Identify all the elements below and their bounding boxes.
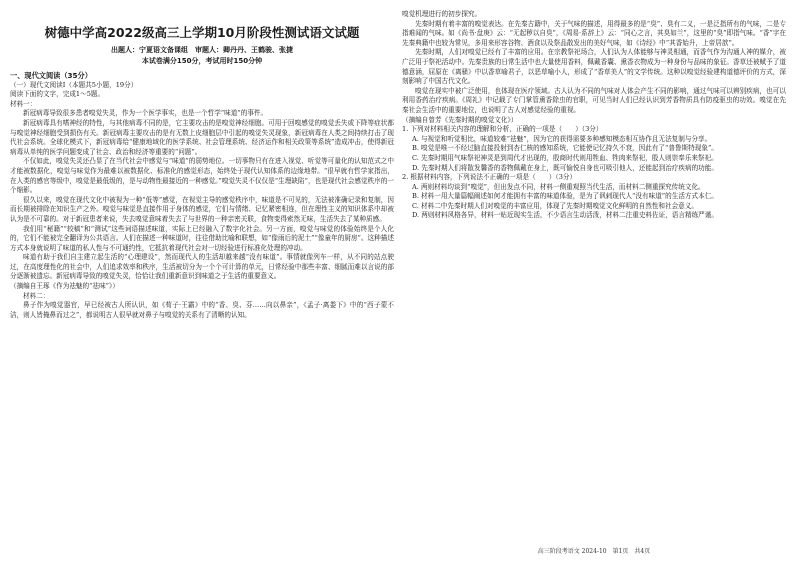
page-footer: 高三阶段考语文 2024-10 第1页 共4页: [537, 548, 651, 555]
material-one-paragraph: 味道有助于我们自主建立起生活的“心理建设”，然而现代人的生活却越来越“没有味道”。事情就像列车一样，从不同的站点驶过，在高度理性化的社会中，人们追求效率和秩序，生活被切分为一个个可计算的单元，日常经验中那些丰富、细腻而难以言说的部分逐渐被遗忘。新冠病毒导致的嗅觉失灵，恰恰让我们重新意识到味道之于生活的重要意义。: [10, 253, 394, 281]
material-two-paragraph: 鼻子作为嗅觉器官，早已经被古人所认识，如《荀子·王霸》中的“香、臭、芬……向以鼻亲”，《孟子·离娄下》中的“西子蒙不洁，则人皆掩鼻而过之”，都说明古人很早就对鼻子与嗅觉的关系有了清晰的认知。: [10, 301, 394, 319]
question-2: 2. 根据材料内容，下列说法不正确的一项是（ ）（3分）: [402, 173, 577, 182]
exam-title: 树德中学高2022级高三上学期10月阶段性测试语文试题: [44, 25, 360, 40]
material-two-label: 材料二：: [23, 291, 50, 300]
question-1-option-d: D. 先秦时期人们将散发馨香的香物佩戴在身上，既可愉悦自身也可吸引他人，还能起到治疗疾病的功能。: [412, 163, 718, 172]
material-one-paragraph: 新冠病毒导致很多患者嗅觉失灵，作为一个医学事实，也是一个哲学“味道”的事件。: [23, 109, 268, 118]
left-column: [10, 10, 394, 320]
question-2-option-c: C. 材料二中先秦时期人们对嗅觉的丰富应用，体现了先秦时期嗅觉文化鲜明的自然性和社会意义。: [412, 201, 698, 210]
right-column: [402, 10, 786, 221]
material-two-paragraph: 先秦时期，人们对嗅觉已经有了丰富的应用。在宗教祭祀场合，人们认为人体能够与神灵相通，而香气作为沟通人神的媒介，被广泛用于祭祀活动中。先秦贵族的日常生活中也大量使用香料，佩戴香囊、熏香衣物成为一种身份与品味的象征。香草还被赋予了道德意涵，屈原在《离骚》中以香草喻君子，以恶草喻小人，形成了“香草美人”的文学传统。这种以嗅觉经验建构道德评价的方式，深刻影响了中国古代文化。: [402, 48, 786, 86]
material-one-label: 材料一：: [10, 99, 37, 108]
exam-credits: 出题人：宁夏语文备课组 审题人：卿丹丹、王鹤骏、张捷: [111, 46, 293, 54]
question-2-option-a: A. 两则材料均谈到“嗅觉”，但出发点不同，材料一侧重观照当代生活，而材料二侧重探究传统文化。: [412, 182, 705, 191]
material-one-source: （摘编自王琢《作为祛魅的“祛味”》）: [10, 282, 119, 291]
material-two-paragraph: 嗅觉在现实中被广泛使用，也体现在医疗领域。古人认为不同的气味对人体会产生不同的影响，通过气味可以辨别疾病，也可以利用香药治疗疾病。《周礼》中记载了专门掌管熏香除虫的官职，可见当时人们已经认识到芳香物质具有防疫驱虫的功效。嗅觉在先秦社会生活中的重要地位，也说明了古人对感觉经验的重视。: [402, 86, 786, 114]
subsection-heading: （一）现代文阅读Ⅰ（本题共5小题，19分）: [10, 80, 138, 89]
material-one-paragraph: 我们用“秘籍”“较稿”和“测试”这些词语描述味道，实际上已经融入了数字化社会。另一方面，嗅觉与味觉的体验始终是个人化的，它们不能被完全翻译为公共语言。人们在描述一种味道时，往往借助比喻和联想，如“像雨后的泥土”“像童年的厨房”。这种描述方式本身就说明了味道的私人性与不可通约性，它抵抗着现代社会对一切经验进行标准化处理的冲动。: [10, 224, 394, 252]
section-heading: 一、现代文阅读（35分）: [10, 71, 92, 80]
material-two-continuation: 嗅觉机理进行的初步探究。: [402, 10, 482, 18]
question-2-option-d: D. 两则材料风格各异，材料一贴近现实生活，不少语言生动活泼，材料二注重史料佐证，语言精练严谨。: [412, 211, 718, 220]
reading-instruction: 阅读下面的文字，完成1～5题。: [10, 90, 105, 99]
question-1: 1. 下列对材料相关内容的理解和分析，正确的一项是（ ）（3分）: [402, 125, 603, 134]
exam-score-line: 本试卷满分150分，考试用时150分钟: [141, 57, 263, 65]
material-one-paragraph: 不仅如此，嗅觉失灵还凸显了在当代社会中感觉与“味道”的弱势地位。一切事物只有在进入视觉、听觉等可量化的认知范式之中才能被数据化，嗅觉与味觉作为最难以被数据化、标准化的感觉形态，始终处于现代认知体系的边缘地带。“很早就有哲学家指出，在人类的感官等级中，嗅觉是最低级的，是与动物性最接近的一种感觉。”嗅觉失灵不仅仅是“生理缺陷”，也是现代社会感觉秩序的一个缩影。: [10, 157, 394, 195]
question-2-option-b: B. 材料一用大量篇幅阐述如何才能拥有丰富的味道体验，是为了讽刺现代人“没有味道”的生活方式本仁。: [412, 192, 718, 201]
material-two-paragraph: 先秦时期有着丰富的嗅觉表达。在先秦古籍中，关于气味的描述，用得最多的是“臭”、臭有二义，一是泛指所有的气味，二是专指难闻的气味。如《尚书·盘庚》云：“无起秽以自臭”，《周易·系辞上》云：“同心之言，其臭如兰”，这里的“臭”即指气味。“香”字在先秦典籍中也较为常见，多用来形容谷物、酒食以及祭品散发出的美好气味，如《诗经》中“其香始升，上帝居歆”。: [402, 19, 786, 47]
question-1-option-b: B. 嗅觉是唯一不经过脑直接投射到杏仁核的感知系统，它能使记忆持久不衰，因此有了“普鲁斯特现象”。: [412, 144, 718, 153]
question-1-option-c: C. 先秦时期用气味祭祀神灵是到周代才出现的，殷商时代则用牲血、牲肉来祭祀，殷人则崇奉乐来祭祀。: [412, 153, 718, 162]
material-two-source: （摘编自曾芳《先秦时期的嗅觉文化》）: [402, 115, 518, 124]
question-1-option-a: A. 与视觉和听觉相比，味道较难“祛魅”，因为它的获得需要多种感知模态相互协作且无法复制与分享。: [412, 134, 712, 143]
material-one-paragraph: 新冠病毒具有嗜神经的特性，与其他病毒不同的是，它主要攻击的是嗅觉神经细胞。可用于回嗅感觉的嗅觉丢失或下降等症状都与嗅觉神经细胞受到损伤有关。新冠病毒主要攻击的是有无数上皮细胞层中引起的嗅觉失灵现象，新冠病毒在人类之间持续打击了现代社会系统。全球化模式下，新冠病毒给“健康地域化的医学系统、社会管理系统、经济运作和相关政策等系统”造成冲击，使得新冠病毒从单纯的医学问题变成了社会、政治和经济等重要的“问题”。: [10, 118, 394, 156]
material-one-paragraph: 很久以来，嗅觉在现代文化中被视为一种“低等”感觉，在视觉主导的感觉秩序中，味道是不可见的，无法被准确记录和复制，因而长期被排除在知识生产之外。嗅觉与味觉是直接作用于身体的感觉，它们与情绪、记忆紧密相连，但在理性主义的知识体系中却被认为是不可靠的。对于新冠患者来说，失去嗅觉意味着失去了与世界的一种亲密关联，食物变得索然无味，生活失去了某种质感。: [10, 195, 394, 223]
